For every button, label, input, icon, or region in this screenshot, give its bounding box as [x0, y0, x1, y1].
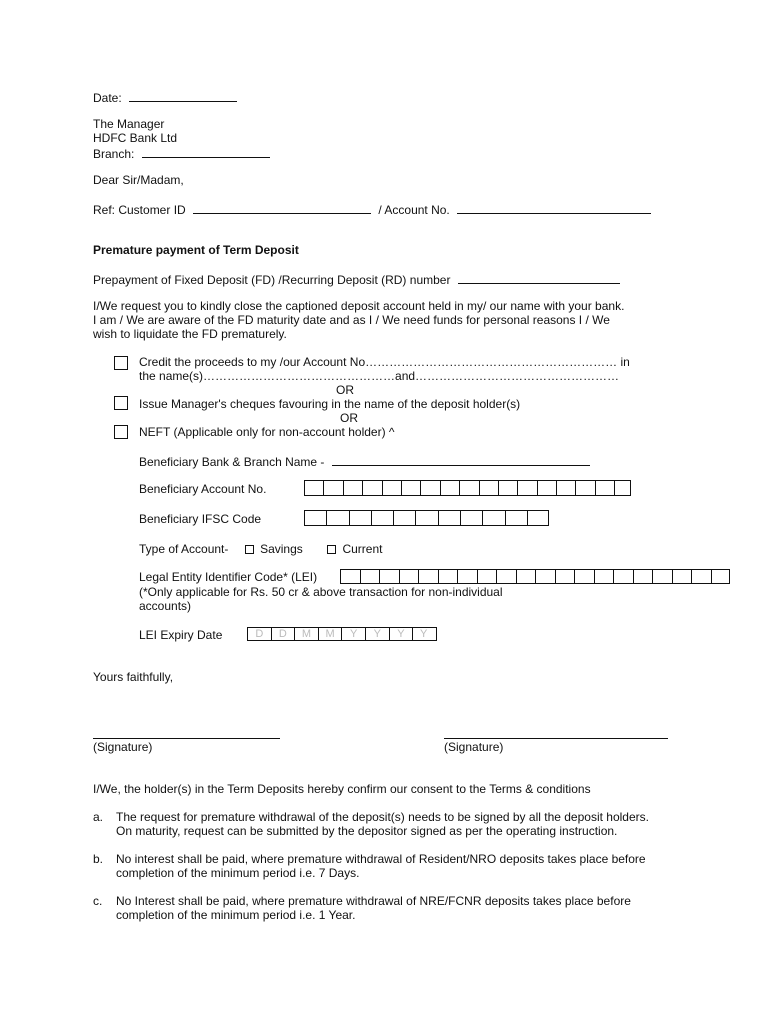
lei-char-cell[interactable] — [614, 570, 634, 583]
ifsc-char-cell[interactable] — [416, 511, 438, 525]
lei-expiry-date-grid[interactable] — [247, 627, 437, 641]
account-digit-cell[interactable] — [538, 481, 557, 495]
lei-char-cell[interactable] — [458, 570, 478, 583]
prepayment-row — [93, 271, 620, 287]
customer-id-field[interactable] — [193, 201, 371, 214]
current-checkbox[interactable] — [327, 545, 336, 554]
lei-char-cell[interactable] — [517, 570, 537, 583]
ifsc-char-cell[interactable] — [461, 511, 483, 525]
date-cell[interactable]: Y — [390, 628, 414, 640]
ifsc-char-cell[interactable] — [528, 511, 548, 525]
branch-row — [93, 145, 270, 161]
lei-char-cell[interactable] — [712, 570, 730, 583]
account-digit-cell[interactable] — [324, 481, 343, 495]
signature-line-2[interactable] — [444, 738, 668, 739]
date-row — [93, 89, 237, 105]
signature-caption-1: (Signature) — [93, 740, 153, 754]
account-digit-cell[interactable] — [576, 481, 595, 495]
ifsc-label: Beneficiary IFSC Code — [139, 512, 262, 526]
request-line-2: I am / We are aware of the FD maturity date and as I / We need funds for personal reasons I / We — [93, 313, 610, 327]
date-cell[interactable]: Y — [366, 628, 390, 640]
date-cell[interactable]: D — [272, 628, 296, 640]
date-field[interactable] — [129, 89, 237, 102]
date-cell[interactable]: Y — [419, 628, 428, 640]
credit-line-1: Credit the proceeds to my /our Account No……………………………………………………… in — [139, 355, 630, 369]
account-digit-cell[interactable] — [363, 481, 382, 495]
lei-char-cell[interactable] — [361, 570, 381, 583]
subject-heading: Premature payment of Term Deposit — [93, 243, 299, 257]
date-cell[interactable]: Y — [342, 628, 366, 640]
salutation: Dear Sir/Madam, — [93, 173, 184, 187]
ifsc-grid[interactable] — [304, 510, 549, 526]
account-digit-cell[interactable] — [615, 481, 631, 495]
lei-char-cell[interactable] — [575, 570, 595, 583]
term-b-marker: b. — [93, 852, 104, 866]
beneficiary-account-grid[interactable] — [304, 480, 631, 496]
consent-statement: I/We, the holder(s) in the Term Deposits hereby confirm our consent to the Terms & conditions — [93, 782, 591, 796]
term-c-marker: c. — [93, 894, 103, 908]
account-digit-cell[interactable] — [421, 481, 440, 495]
lei-grid[interactable] — [340, 569, 730, 584]
term-a-line-1: The request for premature withdrawal of the deposit(s) needs to be signed by all the deposit holders. — [116, 810, 649, 824]
account-digit-cell[interactable] — [596, 481, 615, 495]
account-digit-cell[interactable] — [557, 481, 576, 495]
savings-checkbox[interactable] — [245, 545, 254, 554]
ifsc-char-cell[interactable] — [350, 511, 372, 525]
branch-label: Branch: — [93, 147, 135, 161]
lei-char-cell[interactable] — [595, 570, 615, 583]
lei-char-cell[interactable] — [400, 570, 420, 583]
managers-cheque-label: Issue Manager's cheques favouring in the name of the deposit holder(s) — [139, 397, 521, 411]
account-digit-cell[interactable] — [305, 481, 324, 495]
or-separator-2: OR — [340, 411, 358, 425]
lei-note-line-2: accounts) — [139, 599, 192, 613]
branch-field[interactable] — [142, 145, 270, 158]
lei-char-cell[interactable] — [692, 570, 712, 583]
beneficiary-account-label: Beneficiary Account No. — [139, 482, 267, 496]
ifsc-char-cell[interactable] — [506, 511, 528, 525]
signature-caption-2: (Signature) — [444, 740, 504, 754]
term-a-marker: a. — [93, 810, 104, 824]
beneficiary-bank-row — [139, 453, 590, 469]
lei-expiry-label: LEI Expiry Date — [139, 628, 223, 642]
lei-note-line-1: (*Only applicable for Rs. 50 cr & above transaction for non-individual — [139, 585, 503, 599]
account-digit-cell[interactable] — [499, 481, 518, 495]
lei-char-cell[interactable] — [556, 570, 576, 583]
lei-char-cell[interactable] — [478, 570, 498, 583]
term-b-line-1: No interest shall be paid, where premature withdrawal of Resident/NRO deposits takes place before — [116, 852, 646, 866]
savings-label: Savings — [260, 542, 303, 556]
deposit-number-field[interactable] — [458, 271, 620, 284]
term-b-line-2: completion of the minimum period i.e. 7 Days. — [116, 866, 360, 880]
ifsc-char-cell[interactable] — [394, 511, 416, 525]
lei-char-cell[interactable] — [497, 570, 517, 583]
yours-faithfully: Yours faithfully, — [93, 670, 174, 684]
current-label: Current — [342, 542, 383, 556]
account-digit-cell[interactable] — [344, 481, 363, 495]
beneficiary-bank-label: Beneficiary Bank & Branch Name - — [139, 455, 325, 469]
lei-char-cell[interactable] — [536, 570, 556, 583]
date-cell[interactable]: D — [248, 628, 272, 640]
account-no-label: / Account No. — [378, 203, 450, 217]
account-digit-cell[interactable] — [383, 481, 402, 495]
lei-char-cell[interactable] — [419, 570, 439, 583]
account-digit-cell[interactable] — [518, 481, 537, 495]
ifsc-char-cell[interactable] — [327, 511, 349, 525]
lei-char-cell[interactable] — [341, 570, 361, 583]
term-c-line-2: completion of the minimum period i.e. 1 Year. — [116, 908, 356, 922]
account-digit-cell[interactable] — [480, 481, 499, 495]
credit-account-checkbox[interactable] — [114, 356, 128, 370]
lei-char-cell[interactable] — [634, 570, 654, 583]
addressee-line-1: The Manager — [93, 117, 165, 131]
lei-label: Legal Entity Identifier Code* (LEI) — [139, 570, 318, 584]
lei-char-cell[interactable] — [653, 570, 673, 583]
ifsc-char-cell[interactable] — [305, 511, 327, 525]
date-label: Date: — [93, 91, 122, 105]
lei-char-cell[interactable] — [673, 570, 693, 583]
customer-id-label: Ref: Customer ID — [93, 203, 186, 217]
signature-line-1[interactable] — [93, 738, 280, 739]
term-a-line-2: On maturity, request can be submitted by the depositor signed as per the operating instruction. — [116, 824, 618, 838]
ifsc-char-cell[interactable] — [439, 511, 461, 525]
or-separator-1: OR — [336, 383, 354, 397]
account-digit-cell[interactable] — [441, 481, 460, 495]
date-cell[interactable]: M — [319, 628, 343, 640]
date-cell[interactable]: M — [295, 628, 319, 640]
beneficiary-bank-field[interactable] — [332, 453, 590, 466]
ifsc-char-cell[interactable] — [372, 511, 394, 525]
lei-char-cell[interactable] — [439, 570, 459, 583]
neft-checkbox[interactable] — [114, 425, 128, 439]
prepayment-label: Prepayment of Fixed Deposit (FD) /Recurring Deposit (RD) number — [93, 273, 451, 287]
account-type-row — [139, 542, 382, 556]
ref-row — [93, 201, 651, 217]
managers-cheque-checkbox[interactable] — [114, 396, 128, 410]
term-c-line-1: No Interest shall be paid, where premature withdrawal of NRE/FCNR deposits takes place before — [116, 894, 631, 908]
credit-line-2: the name(s)…………………………………………and…………………………………………… — [139, 369, 620, 383]
account-digit-cell[interactable] — [402, 481, 421, 495]
account-no-field[interactable] — [457, 201, 651, 214]
request-line-3: wish to liquidate the FD prematurely. — [93, 327, 287, 341]
account-type-label: Type of Account- — [139, 542, 229, 556]
addressee-line-2: HDFC Bank Ltd — [93, 131, 178, 145]
request-line-1: I/We request you to kindly close the captioned deposit account held in my/ our name with your bank. — [93, 299, 625, 313]
lei-char-cell[interactable] — [380, 570, 400, 583]
neft-label: NEFT (Applicable only for non-account holder) ^ — [139, 425, 395, 439]
account-digit-cell[interactable] — [460, 481, 479, 495]
ifsc-char-cell[interactable] — [483, 511, 505, 525]
